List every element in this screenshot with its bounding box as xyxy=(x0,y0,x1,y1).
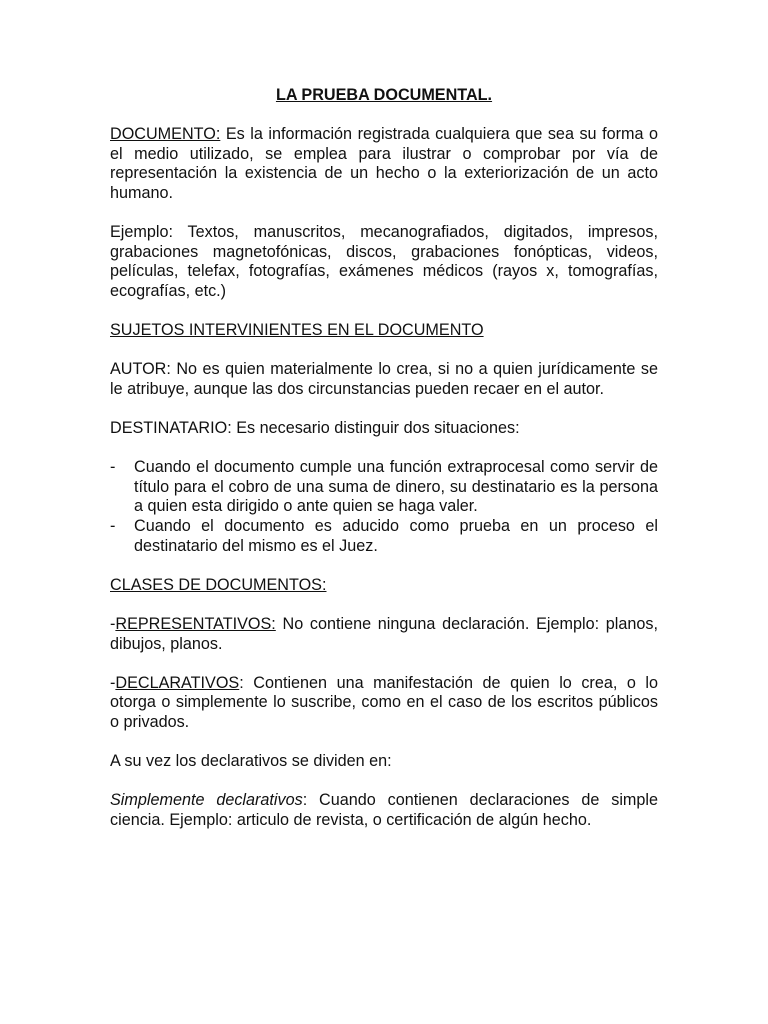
list-item xyxy=(110,458,658,517)
ejemplo-paragraph: Ejemplo: Textos, manuscritos, mecanografiados, digitados, impresos, grabaciones magnetofónicas, discos, grabaciones fonópticas, videos, películas, telefax, fotografías, exámenes médicos (rayos x, tomografías, ecografías, etc.) xyxy=(110,223,658,300)
representativos-text: No contiene ninguna declaración. Ejemplo: planos, dibujos, planos. xyxy=(110,615,658,653)
list-item-text: Cuando el documento cumple una función extraprocesal como servir de título para el cobro de una suma de dinero, su destinatario es la persona a quien esta dirigido o ante quien se haga valer. xyxy=(134,458,658,516)
list-item-text: Cuando el documento es aducido como prueba en un proceso el destinatario del mismo es el Juez. xyxy=(134,517,658,555)
simplemente-text: : Cuando contienen declaraciones de simple ciencia. Ejemplo: articulo de revista, o certificación de algún hecho. xyxy=(110,791,659,829)
declarativos-label: DECLARATIVOS xyxy=(115,673,240,692)
simplemente-paragraph xyxy=(110,791,658,830)
documento-paragraph xyxy=(110,125,658,203)
sujetos-heading: SUJETOS INTERVINIENTES EN EL DOCUMENTO xyxy=(110,321,484,340)
document-body xyxy=(110,86,658,850)
clases-heading: CLASES DE DOCUMENTOS: xyxy=(110,575,327,594)
documento-label: DOCUMENTO: xyxy=(110,125,221,144)
declarativos-text: : Contienen una manifestación de quien lo crea, o lo otorga o simplemente lo suscribe, como en el caso de los escritos públicos o privados. xyxy=(110,673,658,731)
situaciones-list xyxy=(110,458,658,556)
list-dash: - xyxy=(110,517,116,536)
representativos-label: REPRESENTATIVOS: xyxy=(115,615,276,634)
page-title: LA PRUEBA DOCUMENTAL. xyxy=(275,86,493,104)
representativos-paragraph xyxy=(110,615,658,654)
division-paragraph: A su vez los declarativos se dividen en: xyxy=(110,752,392,771)
autor-paragraph: AUTOR: No es quien materialmente lo crea, si no a quien jurídicamente se le atribuye, aunque las dos circunstancias pueden recaer en el autor. xyxy=(110,360,658,398)
declarativos-paragraph xyxy=(110,674,658,733)
documento-text: Es la información registrada cualquiera que sea su forma o el medio utilizado, se emplea para ilustrar o comprobar por vía de representación la existencia de un hecho o la exteriorización de un acto humano. xyxy=(110,125,658,202)
representativos-prefix: - xyxy=(110,615,116,634)
destinatario-paragraph: DESTINATARIO: Es necesario distinguir dos situaciones: xyxy=(110,419,520,438)
declarativos-prefix: - xyxy=(110,673,116,692)
simplemente-label: Simplemente declarativos xyxy=(110,791,303,810)
list-dash: - xyxy=(110,458,116,477)
list-item xyxy=(110,517,658,556)
